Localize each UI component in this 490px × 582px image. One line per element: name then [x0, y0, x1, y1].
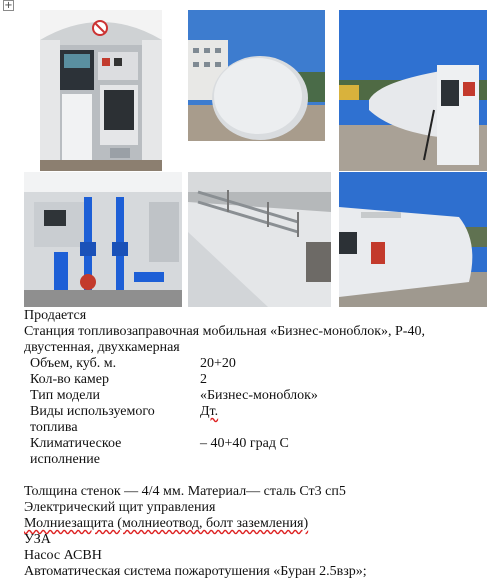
detail-line: Толщина стенок — 4/4 мм. Материал— сталь Ст3 сп5: [24, 484, 346, 499]
detail-line: УЗА: [24, 532, 51, 547]
paragraph-gap: [24, 468, 480, 484]
spec-value: 2: [200, 372, 207, 387]
spec-label-line: Виды используемого: [30, 404, 155, 419]
tank-end-cap-photo: [188, 10, 325, 141]
spec-label: Объем, куб. м.: [30, 356, 117, 371]
spec-label: Тип модели: [30, 388, 100, 403]
detail-line: Электрический щит управления: [24, 500, 216, 515]
spec-value-text: Дт.: [200, 404, 219, 419]
spec-label: [30, 404, 200, 436]
spec-label-line: топлива: [30, 420, 78, 435]
detail-line-text: Молниезащита (молниеотвод, болт заземления): [24, 516, 309, 531]
listing-text: [24, 308, 480, 580]
spec-row: [30, 372, 480, 388]
spec-row: [30, 404, 480, 436]
detail-line: [24, 516, 480, 532]
detail-line: Автоматическая система пожаротушения «Буран 2.5взр»;: [24, 564, 367, 579]
listing-title-line-1: Станция топливозаправочная мобильная «Бизнес-моноблок», Р-40,: [24, 324, 425, 339]
spec-label: Кол-во камер: [30, 372, 109, 387]
spec-value: – 40+40 град С: [200, 436, 289, 451]
spec-label-line: исполнение: [30, 452, 100, 467]
spec-label: [30, 436, 200, 468]
tank-side-photo: [339, 10, 487, 171]
spec-row: [30, 356, 480, 372]
spec-row: [30, 436, 480, 468]
spec-value: [200, 404, 480, 436]
spec-label-line: Климатическое: [30, 436, 122, 451]
detail-line: Насос АСВН: [24, 548, 102, 563]
pump-room-photo: [24, 172, 182, 307]
listing-status: Продается: [24, 308, 87, 323]
tank-dispenser-photo: [339, 172, 487, 307]
table-move-handle[interactable]: +: [4, 0, 13, 11]
spec-row: [30, 388, 480, 404]
tank-top-pipes-photo: [188, 172, 331, 307]
listing-title-line-2: двустенная, двухкамерная: [24, 340, 180, 355]
control-cabinet-photo: [40, 10, 162, 171]
spec-value: «Бизнес-моноблок»: [200, 388, 318, 403]
spec-value: 20+20: [200, 356, 236, 371]
spec-table: [30, 356, 480, 468]
